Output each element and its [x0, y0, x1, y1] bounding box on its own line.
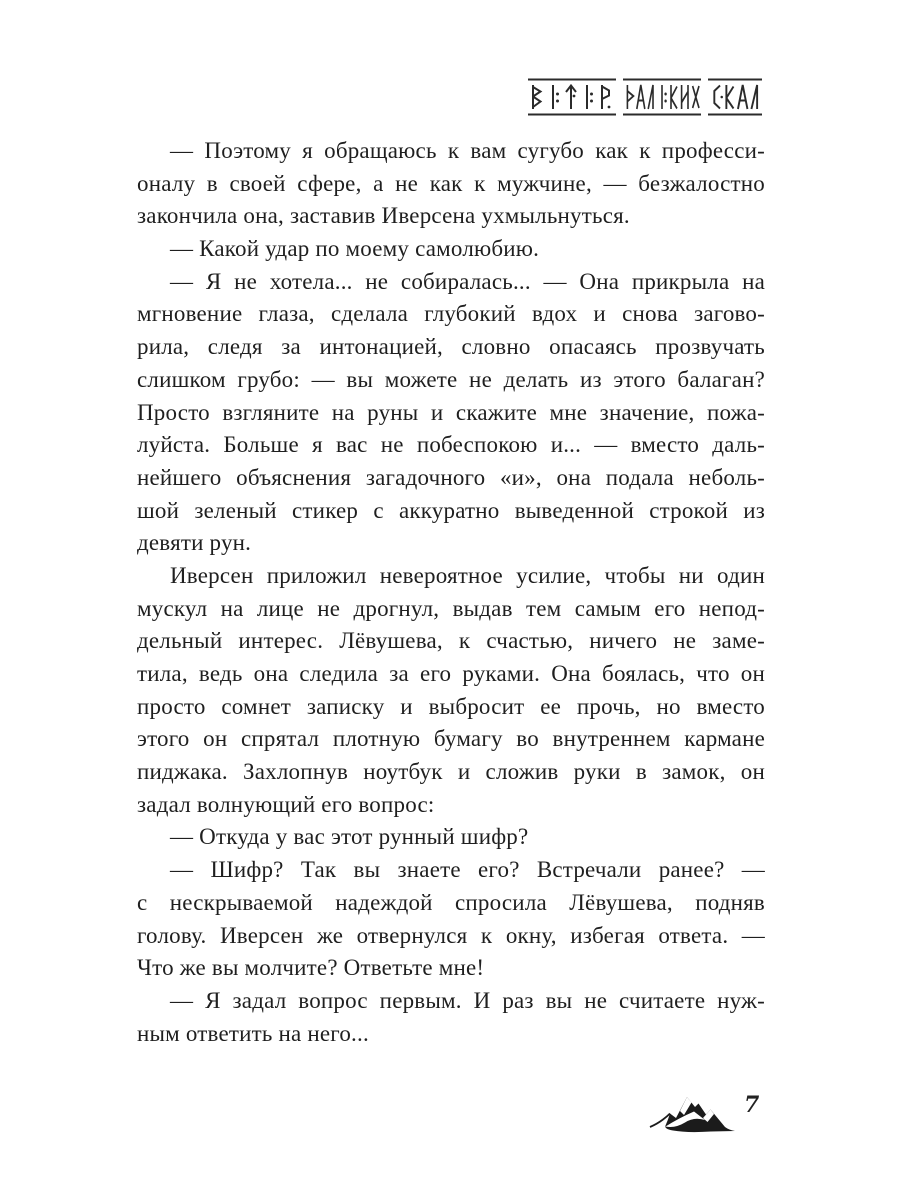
- chapter-header: [528, 78, 762, 116]
- text-line: нейшего объяснения загадочного «и», она подала неболь-: [137, 464, 765, 490]
- text-line: мускул на лице не дрогнул, выдав тем самым его непод-: [137, 595, 765, 621]
- body-text: [137, 135, 765, 1050]
- text-line: ным ответить на него...: [137, 1020, 369, 1046]
- text-line: шой зеленый стикер с аккуратно выведенной строкой из: [137, 497, 765, 523]
- text-line: Иверсен приложил невероятное усилие, чтобы ни один: [170, 562, 765, 588]
- text-line: Просто взгляните на руны и скажите мне значение, пожа-: [137, 399, 765, 425]
- text-line: голову. Иверсен же отвернулся к окну, избегая ответа. —: [137, 922, 765, 948]
- page-number: 7: [744, 1092, 760, 1118]
- runic-word-skal: [708, 78, 762, 116]
- text-line: Что же вы молчите? Ответьте мне!: [137, 955, 485, 981]
- text-line: пиджака. Захлопнув ноутбук и сложив руки в замок, он: [137, 759, 765, 785]
- text-line: оналу в своей сфере, а не как к мужчине, — безжалостно: [137, 170, 765, 196]
- text-line: рила, следя за интонацией, словно опасаясь прозвучать: [137, 334, 765, 360]
- text-line: — Поэтому я обращаюсь к вам сугубо как к професси-: [170, 138, 765, 163]
- text-line: закончила она, заставив Иверсена ухмыльнуться.: [137, 203, 630, 229]
- text-line: тила, ведь она следила за его руками. Она боялась, что он: [137, 661, 765, 686]
- text-line: девяти рун.: [137, 530, 252, 556]
- text-line: — Я не хотела... не собиралась... — Она прикрыла на: [170, 268, 765, 294]
- text-line: задал волнующий его вопрос:: [137, 791, 435, 817]
- text-line: мгновение глаза, сделала глубокий вдох и снова загово-: [137, 301, 765, 327]
- text-line: этого он спрятал плотную бумагу во внутреннем кармане: [137, 726, 765, 752]
- text-line: с нескрываемой надеждой спросила Лёвушева, подняв: [137, 889, 765, 915]
- runic-word-dalekih: [623, 78, 701, 116]
- runic-word-veter: [528, 78, 616, 116]
- text-line: слишком грубо: — вы можете не делать из этого балаган?: [137, 366, 765, 392]
- mountain-logo-icon: [649, 1094, 739, 1136]
- text-line: — Откуда у вас этот рунный шифр?: [170, 824, 529, 850]
- text-line: — Какой удар по моему самолюбию.: [170, 236, 540, 262]
- text-line: — Шифр? Так вы знаете его? Встречали ранее? —: [170, 857, 765, 883]
- text-line: просто сомнет записку и выбросит ее прочь, но вместо: [137, 693, 765, 719]
- text-line: дельный интерес. Лёвушева, к счастью, ничего не заме-: [137, 628, 765, 654]
- text-line: луйста. Больше я вас не побеспокою и... — вместо даль-: [137, 432, 765, 458]
- text-line: — Я задал вопрос первым. И раз вы не считаете нуж-: [170, 987, 765, 1013]
